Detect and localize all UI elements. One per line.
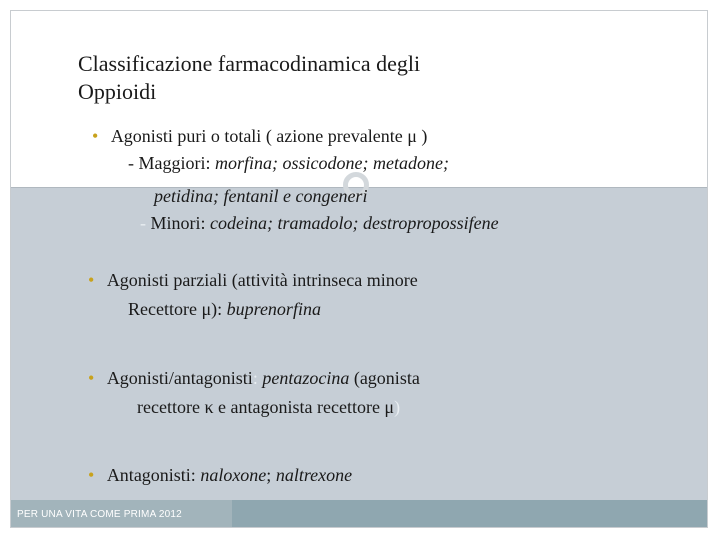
sub-item-dash: - bbox=[140, 213, 151, 233]
bullet-agonisti-puri bbox=[92, 126, 427, 147]
bullet-label: Agonisti/antagonisti bbox=[106, 368, 253, 388]
bullet-agonisti-antagonisti bbox=[88, 368, 420, 389]
sub-item-drugs: morfina; ossicodone; metadone; bbox=[215, 153, 449, 173]
title-line-2: Oppioidi bbox=[78, 79, 157, 104]
bullet-antagonisti bbox=[88, 465, 352, 486]
bullet-drug: naloxone bbox=[195, 465, 267, 485]
sub-item-maggiori-cont bbox=[154, 186, 367, 207]
sub-item-drugs-cont: petidina; fentanil e congeneri bbox=[154, 186, 368, 206]
bullet-text: (agonista bbox=[349, 368, 420, 388]
bullet-text: recettore κ e antagonista recettore μ bbox=[137, 397, 395, 417]
sub-item-minori bbox=[140, 213, 499, 234]
slide-bottom-panel bbox=[11, 188, 707, 500]
bullet-drug: buprenorfina bbox=[226, 299, 321, 319]
title-line-1: Classificazione farmacodinamica degli bbox=[78, 51, 421, 76]
bullet-label: Agonisti parziali bbox=[106, 270, 228, 290]
sub-item-maggiori bbox=[128, 153, 449, 174]
bullet-text: Recettore μ): bbox=[128, 299, 227, 319]
bullet-agonisti-parziali-cont bbox=[128, 299, 321, 320]
bullet-drug: pentazocina bbox=[262, 368, 350, 388]
sub-item-label: Minori bbox=[150, 213, 201, 233]
bullet-icon: • bbox=[88, 270, 95, 290]
footer-text: PER UNA VITA COME PRIMA 2012 bbox=[17, 509, 182, 520]
sub-item-label: Maggiori bbox=[138, 153, 206, 173]
slide-title bbox=[78, 50, 598, 106]
sub-item-colon: : bbox=[205, 153, 216, 173]
bullet-agonisti-parziali bbox=[88, 270, 418, 291]
bullet-icon: • bbox=[92, 126, 99, 146]
bullet-colon: : bbox=[252, 368, 263, 388]
sub-item-drugs: codeina; tramadolo; destropropossifene bbox=[210, 213, 499, 233]
bullet-drug: naltrexone bbox=[275, 465, 353, 485]
bullet-text-end: ) bbox=[394, 397, 401, 417]
bullet-text: ( azione prevalente μ ) bbox=[261, 126, 428, 146]
sub-item-dash: - bbox=[128, 153, 139, 173]
bullet-agonisti-antagonisti-cont bbox=[137, 397, 400, 418]
bullet-separator: ; bbox=[266, 465, 276, 485]
bullet-label: Antagonisti: bbox=[106, 465, 196, 485]
bullet-label: Agonisti puri o totali bbox=[110, 126, 262, 146]
bullet-text: (attività intrinseca minore bbox=[227, 270, 418, 290]
bullet-icon: • bbox=[88, 368, 95, 388]
bullet-icon: • bbox=[88, 465, 95, 485]
sub-item-colon: : bbox=[200, 213, 211, 233]
